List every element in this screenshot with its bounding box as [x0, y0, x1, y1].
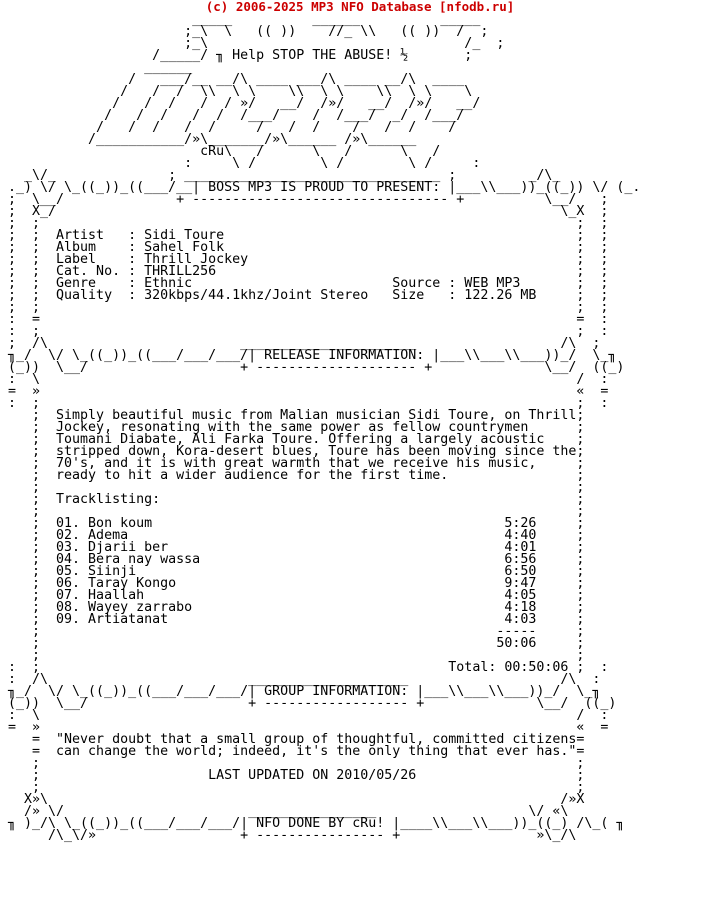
nfo-ascii-art: _____ ______ _____ ;_\ \ (( )) //_ \\ (( )) / ; ;_\ /_ ; /_____/ ╖ Help STOP THE ABUSE! ½ ; ______ / ___/__ __/\ ____ ___/\ ____ __/\ ____ / / / \\ \ \ \\ \ \ \\ \ \ \ / / / / / »/ __/ /»/ __/ /»/ __/ / / / / / /___/ / /___/ _/ /___/ / / / / / / / / / / / / /___________/»\_______/»\______ /»\______ cRu\ / \ / \ / : \ / \ / \ / : _\/_ ; ________________________________ ; _/\_ ._) \/ \_((_))_((___/__| BOSS MP3 IS PROUD TO PRESENT: |___\\___))_((_)) \/ (_. ; \__/ + -------------------------------- + \__/ ; ; X_/ \_X ; ; ; ; ; ; ; Artist : Sidi Toure ; ; ; ; Album : Sahel Folk ; ; ; ; Label : Thrill Jockey ; ; ; ; Cat. No. : THRILL256 ; ; ; ; Genre : Ethnic Source : WEB MP3 ; ; ; ; Quality : 320kbps/44.1khz/Joint Stereo Size : 122.26 MB ; ; ; ; ; ; : = = : : ; ; : ; /\ ______________________ /\ ; ╖_/ \/ \_((_))_((___/___/___/| RELEASE INFORMATION: |___\\___\\___))_/ \_╖ (_)) \__/ + -------------------- + \__/ ((_) : \ / : = » « = : ; ; : ; Simply beautiful music from Malian musician Sidi Toure, on Thrill; ; Jockey, resonating with the same power as fellow countrymen ; ; Toumani Diabate, Ali Farka Toure. Offering a largely acoustic ; ; stripped down, Kora-desert blues, Toure has been moving since the; ; 70's, and it is with great warmth that we receive his music, ; ; ready to hit a wider audience for the first time. ; ; ; ; Tracklisting: ; ; ; ; 01. Bon koum 5:26 ; ; 02. Adema 4:40 ; ; 03. Djarii ber 4:01 ; ; 04. Bera nay wassa 6:56 ; ; 05. Siinji 6:50 ; ; 06. Taray Kongo 9:47 ; ; 07. Haallah 4:05 ; ; 08. Wayey zarrabo 4:18 ; ; 09. Artiatanat 4:03 ; ; ----- ; ; 50:06 ; ; ; : ; Total: 00:50:06 ; : : /\ ____________________ /\ : ╖_/ \/ \_((_))_((___/___/___/| GROUP INFORMATION: |___\\___\\___))_/ \_╖ (_)) \__/ + ------------------ + \__/ ((_) : \ / : = » « = = "Never doubt that a small group of thoughtful, committed citizens= = can change the world; indeed, it's the only thing that ever has."= ; ; ; LAST UPDATED ON 2010/05/26 ; ; ; X»\ /»X /» \/ ________________ \/ «\ ╖ )_/\ \_((_))_((___/___/___/| NFO DONE BY cRu! |____\\___\\___))_((_) /\_( ╖ /\_\/» + ---------------- + »\_/\: [8, 12, 641, 843]
site-header: (c) 2006-2025 MP3 NFO Database [nfodb.ru]: [205, 0, 515, 14]
